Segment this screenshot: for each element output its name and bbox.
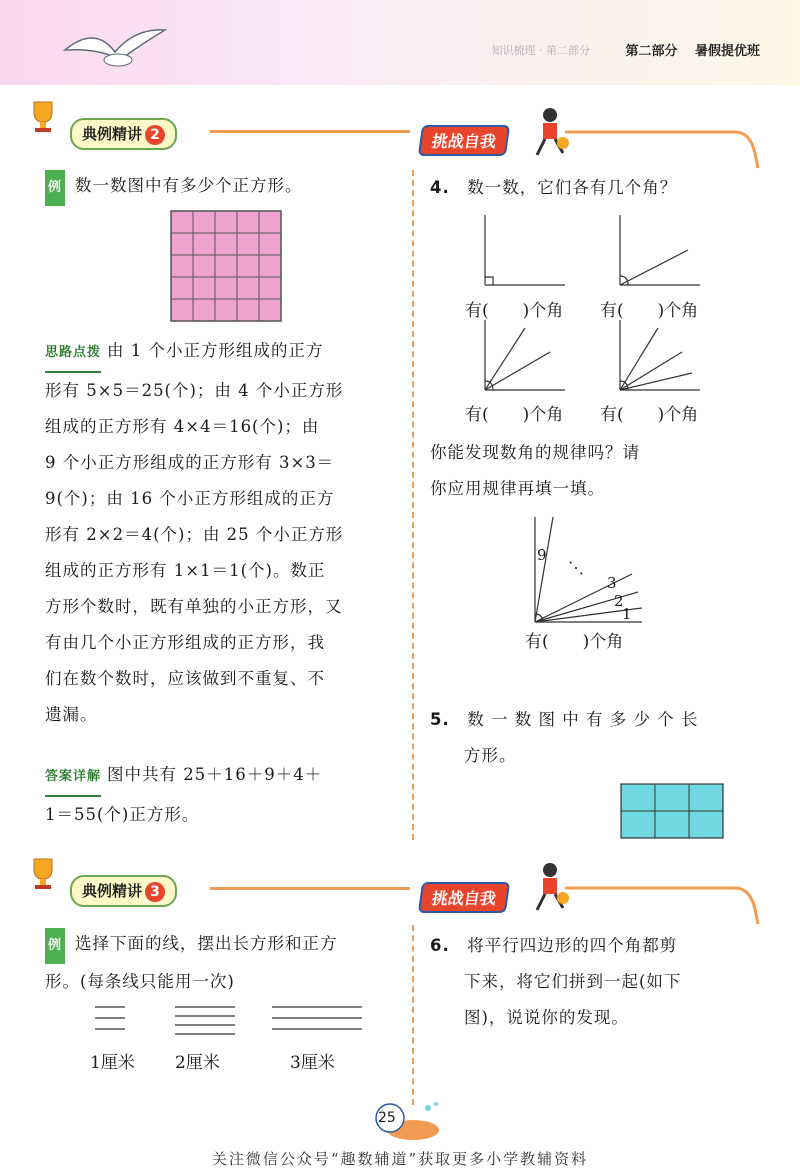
question-4-number: 4. [430,178,450,197]
fan-number-9: 9 [537,546,547,564]
page-number: 25 [378,1110,396,1126]
hint-tag: 思路点拨 [45,335,101,373]
example-1-text: 数一数图中有多少个正方形。 [75,176,303,195]
example-1 [45,168,303,206]
question-6-text: 图)，说说你的发现。 [464,1008,629,1027]
question-5-text: 方形。 [464,746,517,765]
hint-line: 由 1 个小正方形组成的正方 [107,341,324,360]
question-5-text: 数 一 数 图 中 有 多 少 个 长 [467,710,699,729]
fan-number-2: 2 [614,592,624,610]
question-6-number: 6. [430,936,450,955]
line-label-1cm: 1厘米 [90,1053,135,1073]
example-3-text: 选择下面的线，摆出长方形和正方 [75,934,338,953]
angle-answer-3: 有( )个角 [465,405,564,425]
fan-ellipsis: ⋱ [568,558,584,577]
section-2-rule [210,130,410,133]
section-3-heading [70,875,177,907]
hint-paragraph [45,333,405,733]
section-3-number: 3 [145,882,165,902]
header-section: 第二部分 [625,44,678,59]
seagull-illustration [60,20,170,80]
question-6 [430,928,770,1036]
square-grid-figure [170,210,282,322]
trophy-icon [28,100,58,134]
section-3-rule [210,887,410,890]
question-5-number: 5. [430,710,450,729]
question-4 [430,170,677,206]
challenge-banner-1: 挑战自我 [418,125,510,156]
line-label-3cm: 3厘米 [290,1053,335,1073]
angle-answer-2: 有( )个角 [600,301,699,321]
column-divider [412,170,414,840]
hint-line: 方形个数时，既有单独的小正方形，又 [45,597,343,616]
example-tag: 例 [45,928,65,964]
challenge-banner-2: 挑战自我 [418,882,510,913]
header-title [625,40,760,59]
example-3-text: 形。(每条线只能用一次) [45,972,235,991]
answer-paragraph [45,757,405,833]
answer-tag: 答案详解 [45,759,101,797]
hint-line: 形有 5×5＝25(个)；由 4 个小正方形 [45,381,344,400]
question-6-text: 下来，将它们拼到一起(如下 [464,972,682,991]
challenge-rule-1 [565,128,765,173]
angle-answer-4: 有( )个角 [600,405,699,425]
section-3-title: 典例精讲 [82,882,143,900]
hint-line: 组成的正方形有 1×1＝1(个)。数正 [45,561,326,580]
fan-number-3: 3 [607,574,617,592]
line-segments-figure [90,1002,370,1042]
question-5 [430,702,770,774]
runner-illustration [525,105,570,160]
section-2-number: 2 [145,125,165,145]
hint-line: 9(个)；由 16 个小正方形组成的正方 [45,489,335,508]
question-6-text: 将平行四边形的四个角都剪 [467,936,678,955]
hint-line: 形有 2×2＝4(个)；由 25 个小正方形 [45,525,344,544]
header-course: 暑假提优班 [694,44,760,59]
angle-answer-1: 有( )个角 [465,301,564,321]
question-4-follow [430,435,770,507]
question-4-follow-line: 你能发现数角的规律吗？请 [430,443,640,462]
fan-answer: 有( )个角 [525,632,624,652]
answer-line: 图中共有 25＋16＋9＋4＋ [107,765,323,784]
rectangle-grid-figure [620,783,724,839]
challenge-rule-2 [565,884,765,929]
hint-line: 组成的正方形有 4×4＝16(个)；由 [45,417,320,436]
footer-watermark: 关注微信公众号“趣数辅道”获取更多小学教辅资料 [211,1150,589,1168]
example-3 [45,926,405,1000]
hint-line: 有由几个小正方形组成的正方形，我 [45,633,325,652]
column-divider-2 [412,925,414,1105]
answer-line: 1＝55(个)正方形。 [45,805,200,824]
hint-line: 们在数个数时，应该做到不重复、不 [45,669,325,688]
runner-illustration [525,860,570,915]
question-4-text: 数一数，它们各有几个角？ [467,178,678,197]
section-2-title: 典例精讲 [82,125,143,143]
line-label-2cm: 2厘米 [175,1053,220,1073]
hint-line: 遗漏。 [45,705,98,724]
example-tag: 例 [45,170,65,206]
fan-number-1: 1 [622,605,632,623]
section-2-heading [70,118,177,150]
question-4-follow-line: 你应用规律再填一填。 [430,479,605,498]
hint-line: 9 个小正方形组成的正方形有 3×3＝ [45,453,335,472]
trophy-icon [28,857,58,891]
header-faint-text: 知识梳理 · 第二部分 [491,44,590,57]
